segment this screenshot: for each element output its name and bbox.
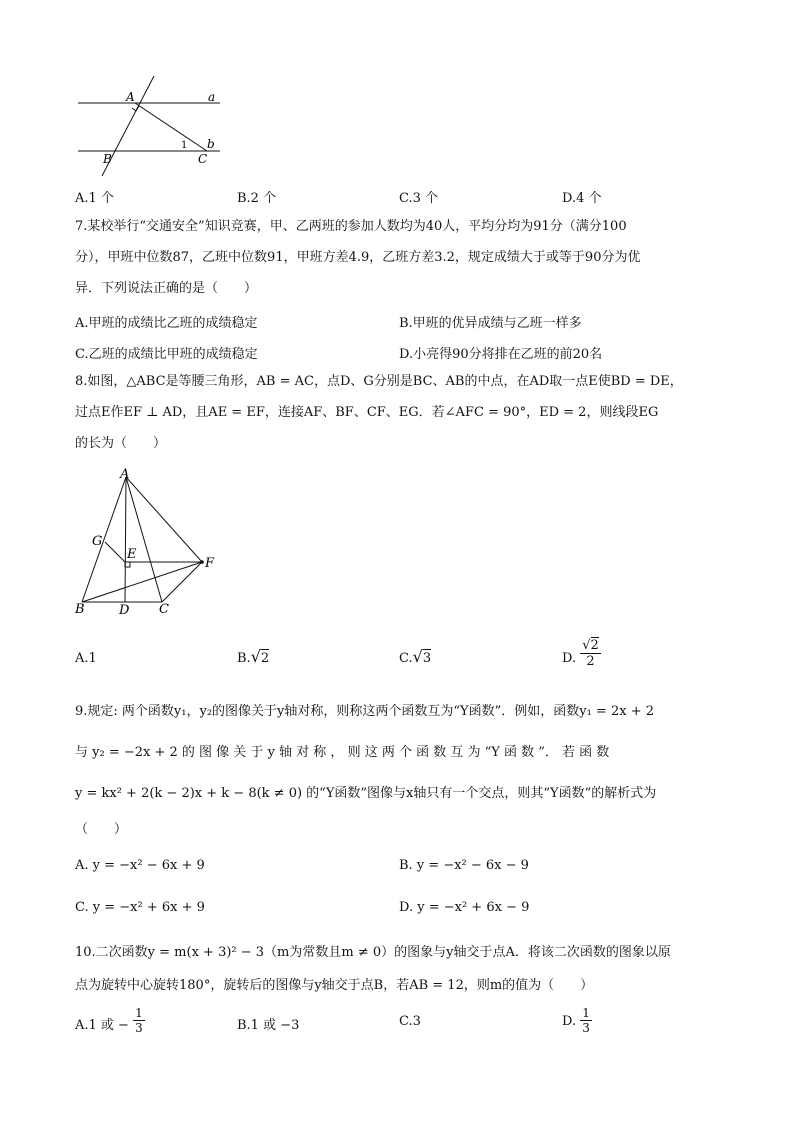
q10-option-d[interactable] xyxy=(562,1006,592,1035)
q9-option-c[interactable]: C. y = −x² + 6x + 9 xyxy=(75,900,205,915)
q10-line-2: 点为旋转中心旋转180°，旋转后的图像与y轴交于点B，若AB = 12，则m的值为（ ） xyxy=(75,978,594,993)
segment-bf xyxy=(82,562,202,602)
q8-option-d-fraction xyxy=(580,638,601,669)
label-E: E xyxy=(127,547,137,562)
label-B: B xyxy=(75,602,85,617)
label-C: C xyxy=(198,152,208,166)
q10-option-a-denominator: 3 xyxy=(135,1021,143,1035)
q10-line-1: 10.二次函数y = m(x + 3)² − 3（m为常数且m ≠ 0）的图象与y轴交于点A．将该二次函数的图象以原 xyxy=(75,945,671,960)
segment-eg xyxy=(105,542,125,562)
q8-option-b-prefix: B. xyxy=(237,651,251,666)
q7-line-2: 分），甲班中位数87，乙班中位数91，甲班方差4.9，乙班方差3.2，规定成绩大于或等于90分为优 xyxy=(75,250,641,265)
point-F xyxy=(200,560,204,564)
q10-option-d-denominator: 3 xyxy=(582,1021,590,1035)
segment-ab xyxy=(82,477,126,602)
q7-line-3: 异．下列说法正确的是（ ） xyxy=(75,281,258,296)
q7-option-d[interactable]: D.小亮得90分将排在乙班的前20名 xyxy=(399,347,603,362)
q10-option-a-numerator: 1 xyxy=(135,1006,143,1020)
q9-option-a[interactable]: A. y = −x² − 6x + 9 xyxy=(75,858,205,873)
label-B: B xyxy=(103,152,112,166)
segment-ad xyxy=(125,477,126,602)
q8-line-1: 8.如图，△ABC是等腰三角形，AB = AC，点D、G分别是BC、AB的中点，在AD取一点E使BD = DE， xyxy=(75,374,683,389)
q8-option-a[interactable]: A.1 xyxy=(75,651,97,666)
sqrt-symbol: √ xyxy=(582,638,591,653)
label-G: G xyxy=(92,534,103,549)
q8-option-d-prefix: D. xyxy=(562,651,577,666)
q8-option-d[interactable] xyxy=(562,638,601,669)
q7-line-1: 7.某校举行“交通安全”知识竞赛，甲、乙两班的参加人数均为40人，平均分均为91分（满分100 xyxy=(75,219,627,234)
label-angle-1: 1 xyxy=(181,140,188,151)
label-F: F xyxy=(205,556,215,571)
q10-option-c[interactable]: C.3 xyxy=(399,1014,421,1029)
q10-option-a[interactable] xyxy=(75,1006,145,1035)
sqrt-symbol: √ xyxy=(412,647,423,666)
q7-option-c[interactable]: C.乙班的成绩比甲班的成绩稳定 xyxy=(75,347,258,362)
segment-ac xyxy=(135,103,207,151)
segment-af xyxy=(126,477,202,562)
label-C: C xyxy=(159,602,169,617)
q8-line-3: 的长为（ ） xyxy=(75,436,167,451)
q10-option-d-prefix: D. xyxy=(562,1014,577,1029)
q8-line-2: 过点E作EF ⊥ AD，且AE = EF，连接AF、BF、CF、EG．若∠AFC = 90°，ED = 2，则线段EG xyxy=(75,405,659,420)
q10-option-a-prefix: A.1 或 − xyxy=(75,1018,129,1033)
q8-option-d-numerator: 2 xyxy=(590,638,599,653)
q9-line-2: 与 y₂ = −2x + 2 的 图 像 关 于 y 轴 对 称 ， 则 这 两 个 函 数 互 为 “Y 函 数 ”． 若 函 数 xyxy=(75,745,610,760)
q10-option-d-numerator: 1 xyxy=(582,1006,590,1020)
q8-option-c-prefix: C. xyxy=(399,651,413,666)
q8-option-d-denominator: 2 xyxy=(586,654,595,669)
q8-option-c[interactable] xyxy=(399,647,431,666)
q6-option-a[interactable]: A.1 个 xyxy=(75,191,114,206)
q6-option-d[interactable]: D.4 个 xyxy=(562,191,602,206)
label-D: D xyxy=(119,603,130,618)
q8-option-c-radicand: 3 xyxy=(422,651,432,666)
q7-option-b[interactable]: B.甲班的优异成绩与乙班一样多 xyxy=(399,316,582,331)
segment-cf xyxy=(162,562,202,602)
q6-option-c[interactable]: C.3 个 xyxy=(399,191,439,206)
label-A: A xyxy=(120,467,130,482)
figure-q8 xyxy=(70,465,230,625)
segment-ac xyxy=(126,477,162,602)
label-a: a xyxy=(208,90,216,104)
q9-line-1: 9.规定: 两个函数y₁，y₂的图像关于y轴对称，则称这两个函数互为“Y函数”．例如，函数y₁ = 2x + 2 xyxy=(75,704,654,719)
q7-option-a[interactable]: A.甲班的成绩比乙班的成绩稳定 xyxy=(75,316,258,331)
q9-line-4: （ ） xyxy=(75,822,128,837)
label-b: b xyxy=(207,137,215,151)
q9-line-3: y = kx² + 2(k − 2)x + k − 8(k ≠ 0) 的“Y函数”图像与x轴只有一个交点，则其“Y函数”的解析式为 xyxy=(75,786,657,801)
sqrt-symbol: √ xyxy=(250,647,261,666)
q10-option-b[interactable]: B.1 或 −3 xyxy=(237,1018,300,1033)
label-A: A xyxy=(126,90,135,104)
figure-q6 xyxy=(70,70,240,180)
q8-option-b-radicand: 2 xyxy=(260,651,270,666)
q10-option-d-fraction xyxy=(580,1006,592,1035)
q9-option-b[interactable]: B. y = −x² − 6x − 9 xyxy=(399,858,529,873)
q9-option-d[interactable]: D. y = −x² + 6x − 9 xyxy=(399,900,530,915)
q10-option-a-fraction xyxy=(133,1006,145,1035)
q6-option-b[interactable]: B.2 个 xyxy=(237,191,277,206)
q8-option-b[interactable] xyxy=(237,647,269,666)
